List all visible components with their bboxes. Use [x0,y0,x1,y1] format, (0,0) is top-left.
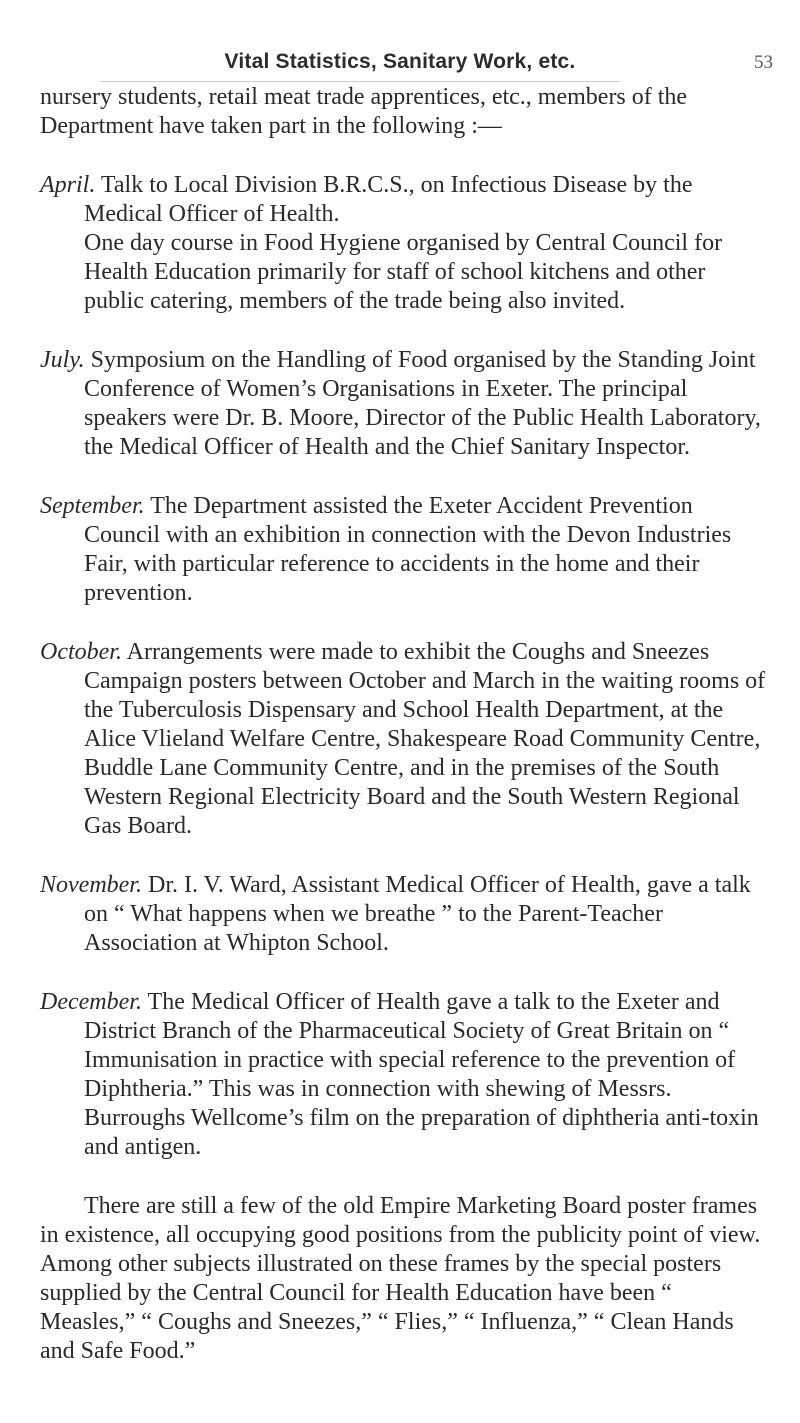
entry-july [40,346,770,462]
entry-month: July. [40,347,85,373]
entry-text: The Medical Officer of Health gave a talk to the Exeter and District Branch of the Pharmaceutical Society of Great Britain on “ Immunisation in practice with special reference to the prevention of Diphtheria.” This was in connection with shewing of Messrs. Burroughs Wellcome’s film on the preparation of diphtheria anti-toxin and antigen. [84,989,759,1160]
entry-month: November. [40,872,142,898]
entry-month: April. [40,172,96,198]
intro-paragraph: nursery students, retail meat trade apprentices, etc., members of the Department have taken part in the following :— [40,84,688,139]
page-number: 53 [754,52,773,73]
entry-month: September. [40,493,145,519]
entry-april-continuation: One day course in Food Hygiene organised by Central Council for Health Education primarily for staff of school kitchens and other public catering, members of the trade being also invited. [84,230,723,314]
entry-text: Symposium on the Handling of Food organised by the Standing Joint Conference of Women’s Organisations in Exeter. The principal speakers were Dr. B. Moore, Director of the Public Health Laboratory, the Medical Officer of Health and the Chief Sanitary Inspector. [84,347,761,460]
entry-text: The Department assisted the Exeter Accident Prevention Council with an exhibition in connection with the Devon Industries Fair, with particular reference to accidents in the home and their prevention. [84,493,732,606]
entry-text: Talk to Local Division B.R.C.S., on Infectious Disease by the Medical Officer of Health. [84,172,693,227]
entry-september [40,492,770,608]
running-head [0,50,800,80]
entry-text: Dr. I. V. Ward, Assistant Medical Officer of Health, gave a talk on “ What happens when we breathe ” to the Parent-Teacher Association at Whipton School. [84,872,751,956]
body-text [40,83,770,1366]
running-title: Vital Statistics, Sanitary Work, etc. [224,50,576,73]
entry-december [40,988,770,1162]
closing-paragraph: There are still a few of the old Empire Marketing Board poster frames in existence, all occupying good positions from the publicity point of view. Among other subjects illustrated on these frames by the special posters supplied by the Central Council for Health Education have been “ Measles,” “ Coughs and Sneezes,” “ Flies,” “ Influenza,” “ Clean Hands and Safe Food.” [40,1193,761,1364]
entry-month: December. [40,989,142,1015]
entry-october [40,638,770,841]
entry-month: October. [40,639,122,665]
entry-november [40,871,770,958]
entry-april [40,171,770,229]
entry-text: Arrangements were made to exhibit the Coughs and Sneezes Campaign posters between October and March in the waiting rooms of the Tuberculosis Dispensary and School Health Department, at the Alice Vlieland Welfare Centre, Shakespeare Road Community Centre, Buddle Lane Community Centre, and in the premises of the South Western Regional Electricity Board and the South Western Regional Gas Board. [84,639,766,839]
header-rule [100,81,620,82]
